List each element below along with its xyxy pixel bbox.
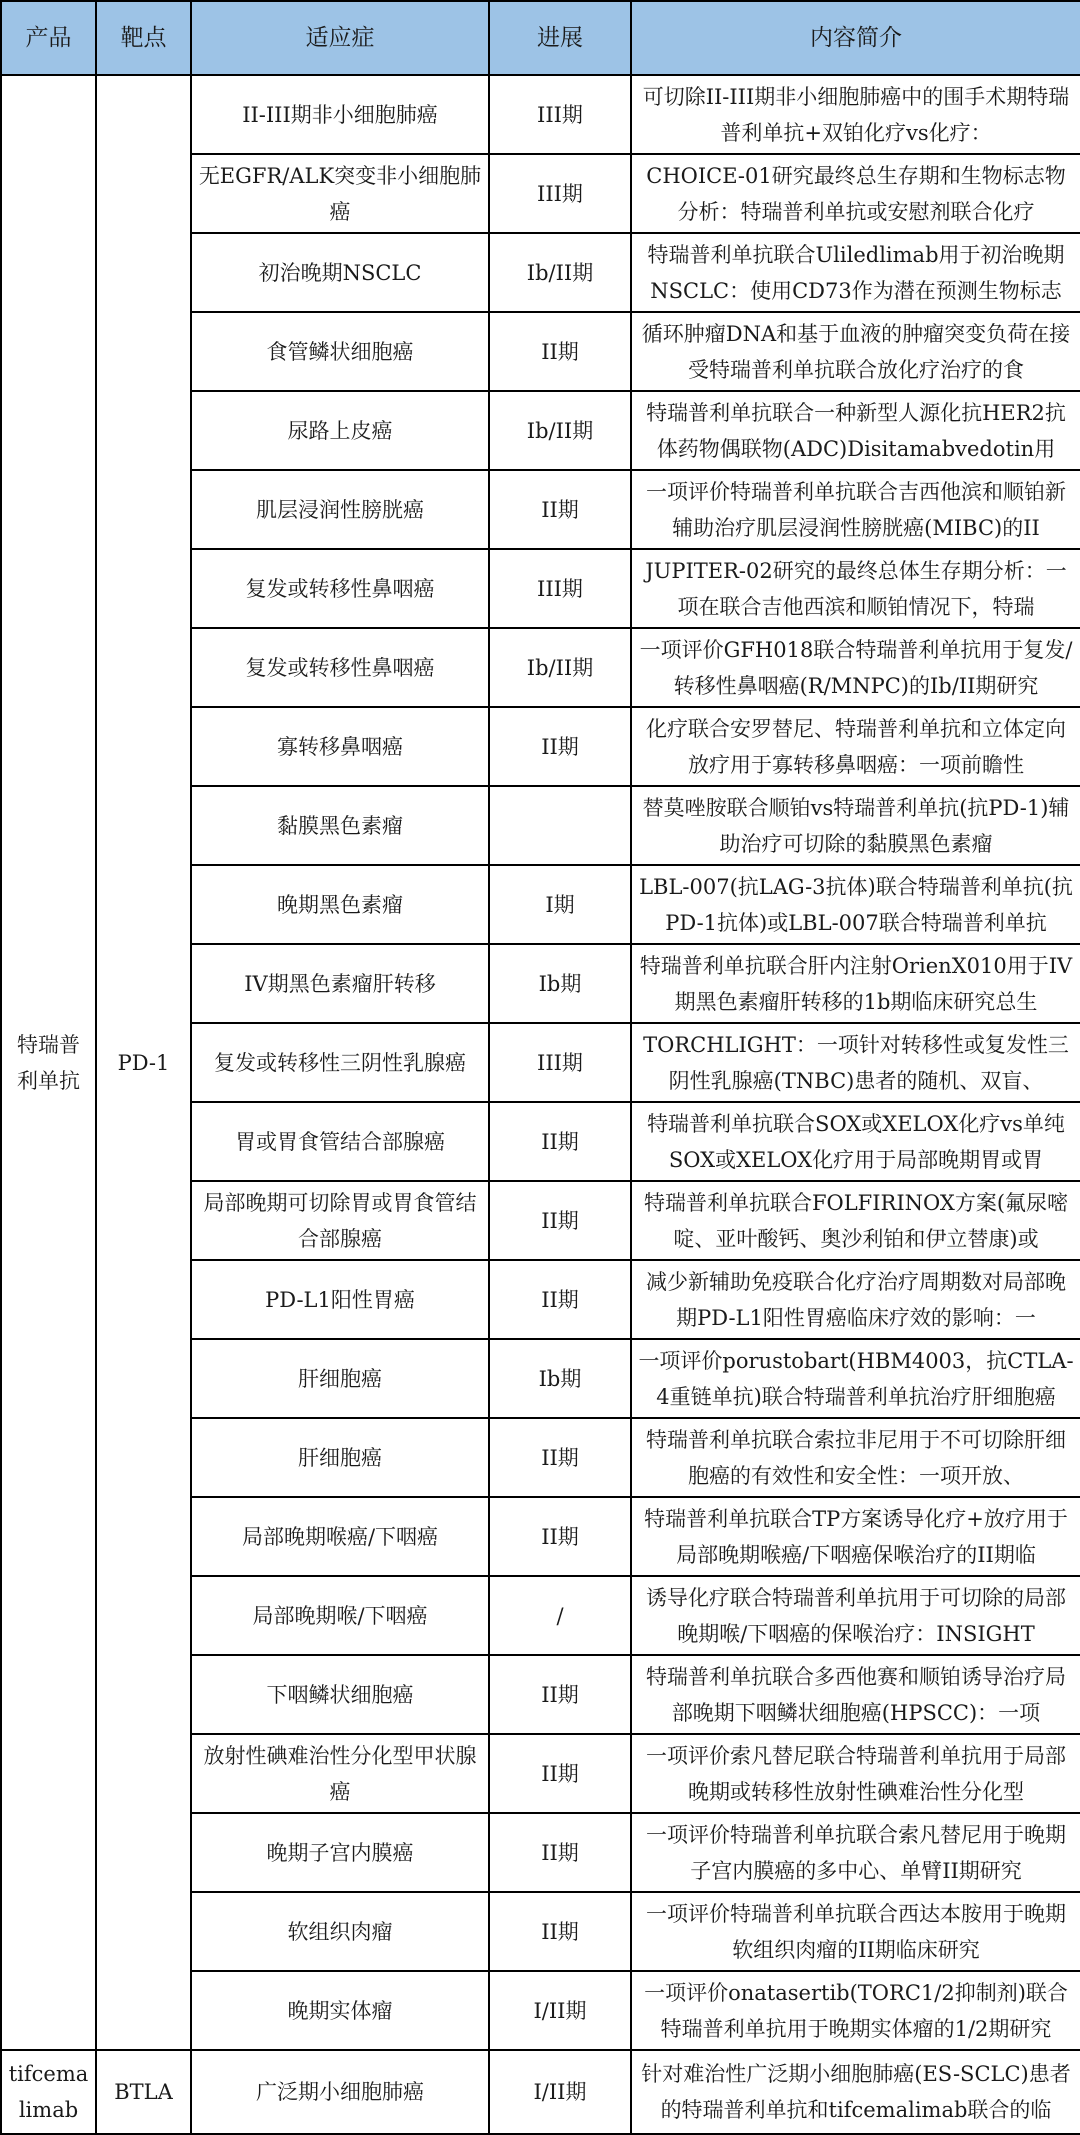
indication-cell: IV期黑色素瘤肝转移 — [191, 944, 489, 1023]
indication-cell: 肝细胞癌 — [191, 1418, 489, 1497]
summary-text: LBL-007(抗LAG-3抗体)联合特瑞普利单抗(抗PD-1抗体)或LBL-007联合特瑞普利单抗 — [639, 874, 1073, 935]
progress-cell: I期 — [489, 865, 631, 944]
summary-cell — [631, 707, 1080, 786]
indication-cell: 复发或转移性三阴性乳腺癌 — [191, 1023, 489, 1102]
summary-cell — [631, 154, 1080, 233]
summary-text: 一项评价porustobart(HBM4003，抗CTLA-4重链单抗)联合特瑞普利单抗治疗肝细胞癌 — [638, 1348, 1074, 1409]
progress-cell: II期 — [489, 1655, 631, 1734]
indication-cell: PD-L1阳性胃癌 — [191, 1260, 489, 1339]
summary-cell — [631, 1260, 1080, 1339]
summary-cell — [631, 391, 1080, 470]
summary-text: JUPITER-02研究的最终总体生存期分析：一项在联合吉他西滨和顺铂情况下，特瑞 — [645, 558, 1067, 619]
summary-cell — [631, 1655, 1080, 1734]
summary-text: 特瑞普利单抗联合TP方案诱导化疗+放疗用于局部晚期喉癌/下咽癌保喉治疗的II期临 — [644, 1506, 1068, 1567]
summary-cell — [631, 786, 1080, 865]
target-cell: PD-1 — [96, 75, 191, 2050]
summary-text: 替莫唑胺联合顺铂vs特瑞普利单抗(抗PD-1)辅助治疗可切除的黏膜黑色素瘤 — [642, 795, 1070, 856]
indication-cell: 寡转移鼻咽癌 — [191, 707, 489, 786]
summary-text: 特瑞普利单抗联合SOX或XELOX化疗vs单纯SOX或XELOX化疗用于局部晚期胃或胃 — [647, 1111, 1065, 1172]
summary-text: 特瑞普利单抗联合肝内注射OrienX010用于IV期黑色素瘤肝转移的1b期临床研究总生 — [639, 953, 1073, 1014]
indication-cell: 放射性碘难治性分化型甲状腺癌 — [191, 1734, 489, 1813]
progress-cell: II期 — [489, 1734, 631, 1813]
summary-cell — [631, 1813, 1080, 1892]
summary-cell — [631, 1102, 1080, 1181]
progress-cell: I/II期 — [489, 1971, 631, 2050]
indication-cell: 黏膜黑色素瘤 — [191, 786, 489, 865]
summary-text: 特瑞普利单抗联合Uliledlimab用于初治晚期NSCLC：使用CD73作为潜在预测生物标志 — [647, 242, 1065, 303]
progress-cell: III期 — [489, 154, 631, 233]
header-summary: 内容简介 — [631, 1, 1080, 75]
summary-cell — [631, 1497, 1080, 1576]
indication-cell: 肌层浸润性膀胱癌 — [191, 470, 489, 549]
progress-cell: II期 — [489, 1892, 631, 1971]
progress-cell: II期 — [489, 1260, 631, 1339]
summary-text: 一项评价GFH018联合特瑞普利单抗用于复发/转移性鼻咽癌(R/MNPC)的Ib/II期研究 — [639, 637, 1073, 698]
summary-cell — [631, 470, 1080, 549]
product-cell: 特瑞普利单抗 — [1, 75, 96, 2050]
header-indication: 适应症 — [191, 1, 489, 75]
summary-text: 针对难治性广泛期小细胞肺癌(ES-SCLC)患者的特瑞普利单抗和tifcemalimab联合的临 — [641, 2062, 1071, 2122]
summary-cell — [631, 865, 1080, 944]
progress-cell: II期 — [489, 1102, 631, 1181]
summary-cell — [631, 1734, 1080, 1813]
indication-cell: II-III期非小细胞肺癌 — [191, 75, 489, 154]
indication-cell: 无EGFR/ALK突变非小细胞肺癌 — [191, 154, 489, 233]
header-product: 产品 — [1, 1, 96, 75]
progress-cell: II期 — [489, 1418, 631, 1497]
summary-text: 一项评价特瑞普利单抗联合西达本胺用于晚期软组织肉瘤的II期临床研究 — [646, 1901, 1066, 1962]
summary-cell — [631, 312, 1080, 391]
summary-cell — [631, 944, 1080, 1023]
summary-cell — [631, 1023, 1080, 1102]
summary-text: 化疗联合安罗替尼、特瑞普利单抗和立体定向放疗用于寡转移鼻咽癌：一项前瞻性 — [646, 716, 1066, 777]
indication-cell: 软组织肉瘤 — [191, 1892, 489, 1971]
progress-cell: I/II期 — [489, 2050, 631, 2134]
indication-cell: 初治晚期NSCLC — [191, 233, 489, 312]
summary-text: 一项评价特瑞普利单抗联合索凡替尼用于晚期子宫内膜癌的多中心、单臂II期研究 — [646, 1822, 1066, 1883]
product-cell: tifcemalimab — [1, 2050, 96, 2134]
indication-cell: 下咽鳞状细胞癌 — [191, 1655, 489, 1734]
summary-text: 特瑞普利单抗联合索拉非尼用于不可切除肝细胞癌的有效性和安全性：一项开放、 — [646, 1427, 1066, 1488]
table-row — [1, 75, 1080, 154]
summary-text: 一项评价索凡替尼联合特瑞普利单抗用于局部晚期或转移性放射性碘难治性分化型 — [646, 1743, 1066, 1804]
summary-text: TORCHLIGHT：一项针对转移性或复发性三阴性乳腺癌(TNBC)患者的随机、双盲、 — [643, 1032, 1069, 1093]
progress-cell: III期 — [489, 1023, 631, 1102]
progress-cell: Ib/II期 — [489, 391, 631, 470]
summary-cell — [631, 1971, 1080, 2050]
summary-text: 一项评价特瑞普利单抗联合吉西他滨和顺铂新辅助治疗肌层浸润性膀胱癌(MIBC)的II — [646, 479, 1066, 540]
progress-cell: II期 — [489, 312, 631, 391]
summary-cell — [631, 1418, 1080, 1497]
summary-text: 可切除II-III期非小细胞肺癌中的围手术期特瑞普利单抗+双铂化疗vs化疗： — [642, 84, 1070, 145]
progress-cell: Ib/II期 — [489, 628, 631, 707]
indication-cell: 广泛期小细胞肺癌 — [191, 2050, 489, 2134]
progress-cell: II期 — [489, 470, 631, 549]
indication-cell: 胃或胃食管结合部腺癌 — [191, 1102, 489, 1181]
target-cell: BTLA — [96, 2050, 191, 2134]
summary-text: 特瑞普利单抗联合FOLFIRINOX方案(氟尿嘧啶、亚叶酸钙、奥沙利铂和伊立替康)或 — [643, 1190, 1069, 1251]
indication-cell: 尿路上皮癌 — [191, 391, 489, 470]
indication-cell: 晚期黑色素瘤 — [191, 865, 489, 944]
summary-text: 诱导化疗联合特瑞普利单抗用于可切除的局部晚期喉/下咽癌的保喉治疗：INSIGHT — [646, 1585, 1066, 1646]
table-body — [1, 75, 1080, 2134]
summary-cell — [631, 1339, 1080, 1418]
progress-cell: III期 — [489, 549, 631, 628]
progress-cell: II期 — [489, 707, 631, 786]
progress-cell: Ib期 — [489, 1339, 631, 1418]
progress-cell — [489, 786, 631, 865]
summary-text: 特瑞普利单抗联合一种新型人源化抗HER2抗体药物偶联物(ADC)Disitamabvedotin用 — [646, 400, 1066, 461]
progress-cell: Ib期 — [489, 944, 631, 1023]
summary-cell — [631, 549, 1080, 628]
indication-cell: 复发或转移性鼻咽癌 — [191, 628, 489, 707]
progress-cell: II期 — [489, 1497, 631, 1576]
indication-cell: 食管鳞状细胞癌 — [191, 312, 489, 391]
summary-cell — [631, 628, 1080, 707]
summary-text: 循环肿瘤DNA和基于血液的肿瘤突变负荷在接受特瑞普利单抗联合放化疗治疗的食 — [641, 321, 1071, 382]
progress-cell: II期 — [489, 1813, 631, 1892]
indication-cell: 局部晚期可切除胃或胃食管结合部腺癌 — [191, 1181, 489, 1260]
header-row — [1, 1, 1080, 75]
table-row — [1, 2050, 1080, 2134]
summary-text: 特瑞普利单抗联合多西他赛和顺铂诱导治疗局部晚期下咽鳞状细胞癌(HPSCC)：一项 — [646, 1664, 1066, 1725]
progress-cell: Ib/II期 — [489, 233, 631, 312]
header-progress: 进展 — [489, 1, 631, 75]
indication-cell: 局部晚期喉/下咽癌 — [191, 1576, 489, 1655]
progress-cell: III期 — [489, 75, 631, 154]
progress-cell: II期 — [489, 1181, 631, 1260]
summary-cell — [631, 75, 1080, 154]
summary-cell — [631, 1576, 1080, 1655]
summary-text: CHOICE-01研究最终总生存期和生物标志物分析：特瑞普利单抗或安慰剂联合化疗 — [646, 163, 1066, 224]
indication-cell: 晚期子宫内膜癌 — [191, 1813, 489, 1892]
indication-cell: 局部晚期喉癌/下咽癌 — [191, 1497, 489, 1576]
summary-text: 减少新辅助免疫联合化疗治疗周期数对局部晚期PD-L1阳性胃癌临床疗效的影响：一 — [646, 1269, 1066, 1330]
indication-cell: 肝细胞癌 — [191, 1339, 489, 1418]
summary-cell — [631, 233, 1080, 312]
indication-cell: 复发或转移性鼻咽癌 — [191, 549, 489, 628]
header-target: 靶点 — [96, 1, 191, 75]
indication-cell: 晚期实体瘤 — [191, 1971, 489, 2050]
progress-cell: / — [489, 1576, 631, 1655]
summary-text: 一项评价onatasertib(TORC1/2抑制剂)联合特瑞普利单抗用于晚期实体瘤的1/2期研究 — [644, 1980, 1068, 2041]
summary-cell — [631, 1181, 1080, 1260]
summary-cell — [631, 2050, 1080, 2134]
summary-cell — [631, 1892, 1080, 1971]
